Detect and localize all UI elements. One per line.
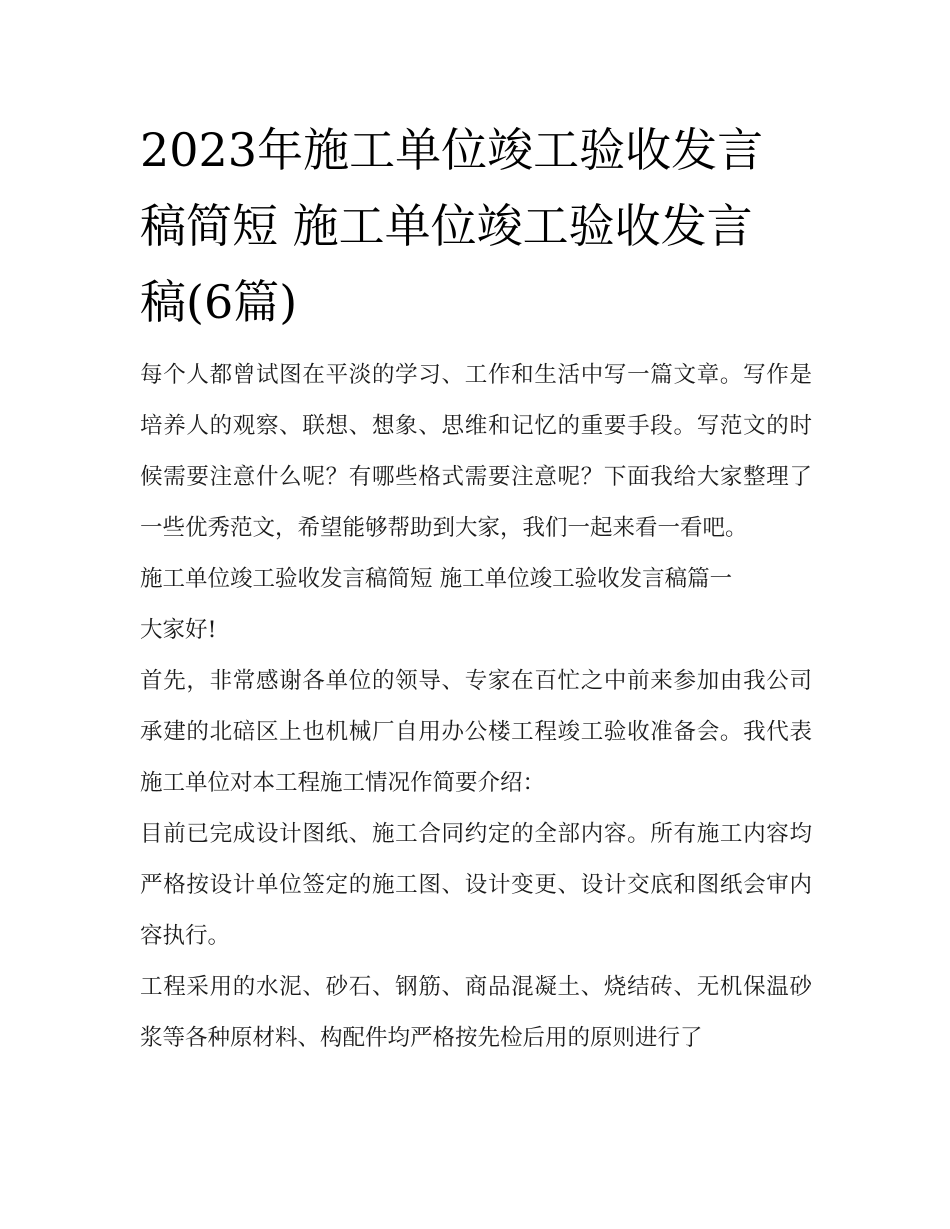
- paragraph-thanks: 首先，非常感谢各单位的领导、专家在百忙之中前来参加由我公司承建的北碚区上也机械厂自用办公楼工程竣工验收准备会。我代表施工单位对本工程施工情况作简要介绍：: [140, 668, 812, 796]
- title-line-1: 2023年施工单位竣工验收发言: [140, 123, 764, 177]
- document-title: [140, 112, 812, 340]
- title-line-2: 稿简短 施工单位竣工验收发言: [140, 199, 753, 253]
- paragraph-section-heading: 施工单位竣工验收发言稿简短 施工单位竣工验收发言稿篇一: [140, 566, 733, 592]
- title-line-3: 稿(6篇): [140, 275, 298, 329]
- document-body: [140, 112, 812, 1064]
- paragraph-intro: 每个人都曾试图在平淡的学习、工作和生活中写一篇文章。写作是培养人的观察、联想、想象、思维和记忆的重要手段。写范文的时候需要注意什么呢？有哪些格式需要注意呢？下面我给大家整理了一些优秀范文，希望能够帮助到大家，我们一起来看一看吧。: [140, 362, 812, 541]
- paragraph-progress: 目前已完成设计图纸、施工合同约定的全部内容。所有施工内容均严格按设计单位签定的施工图、设计变更、设计交底和图纸会审内容执行。: [140, 821, 812, 949]
- paragraph-greeting: 大家好!: [140, 617, 217, 643]
- paragraph-materials: 工程采用的水泥、砂石、钢筋、商品混凝土、烧结砖、无机保温砂浆等各种原材料、构配件均严格按先检后用的原则进行了: [140, 974, 812, 1051]
